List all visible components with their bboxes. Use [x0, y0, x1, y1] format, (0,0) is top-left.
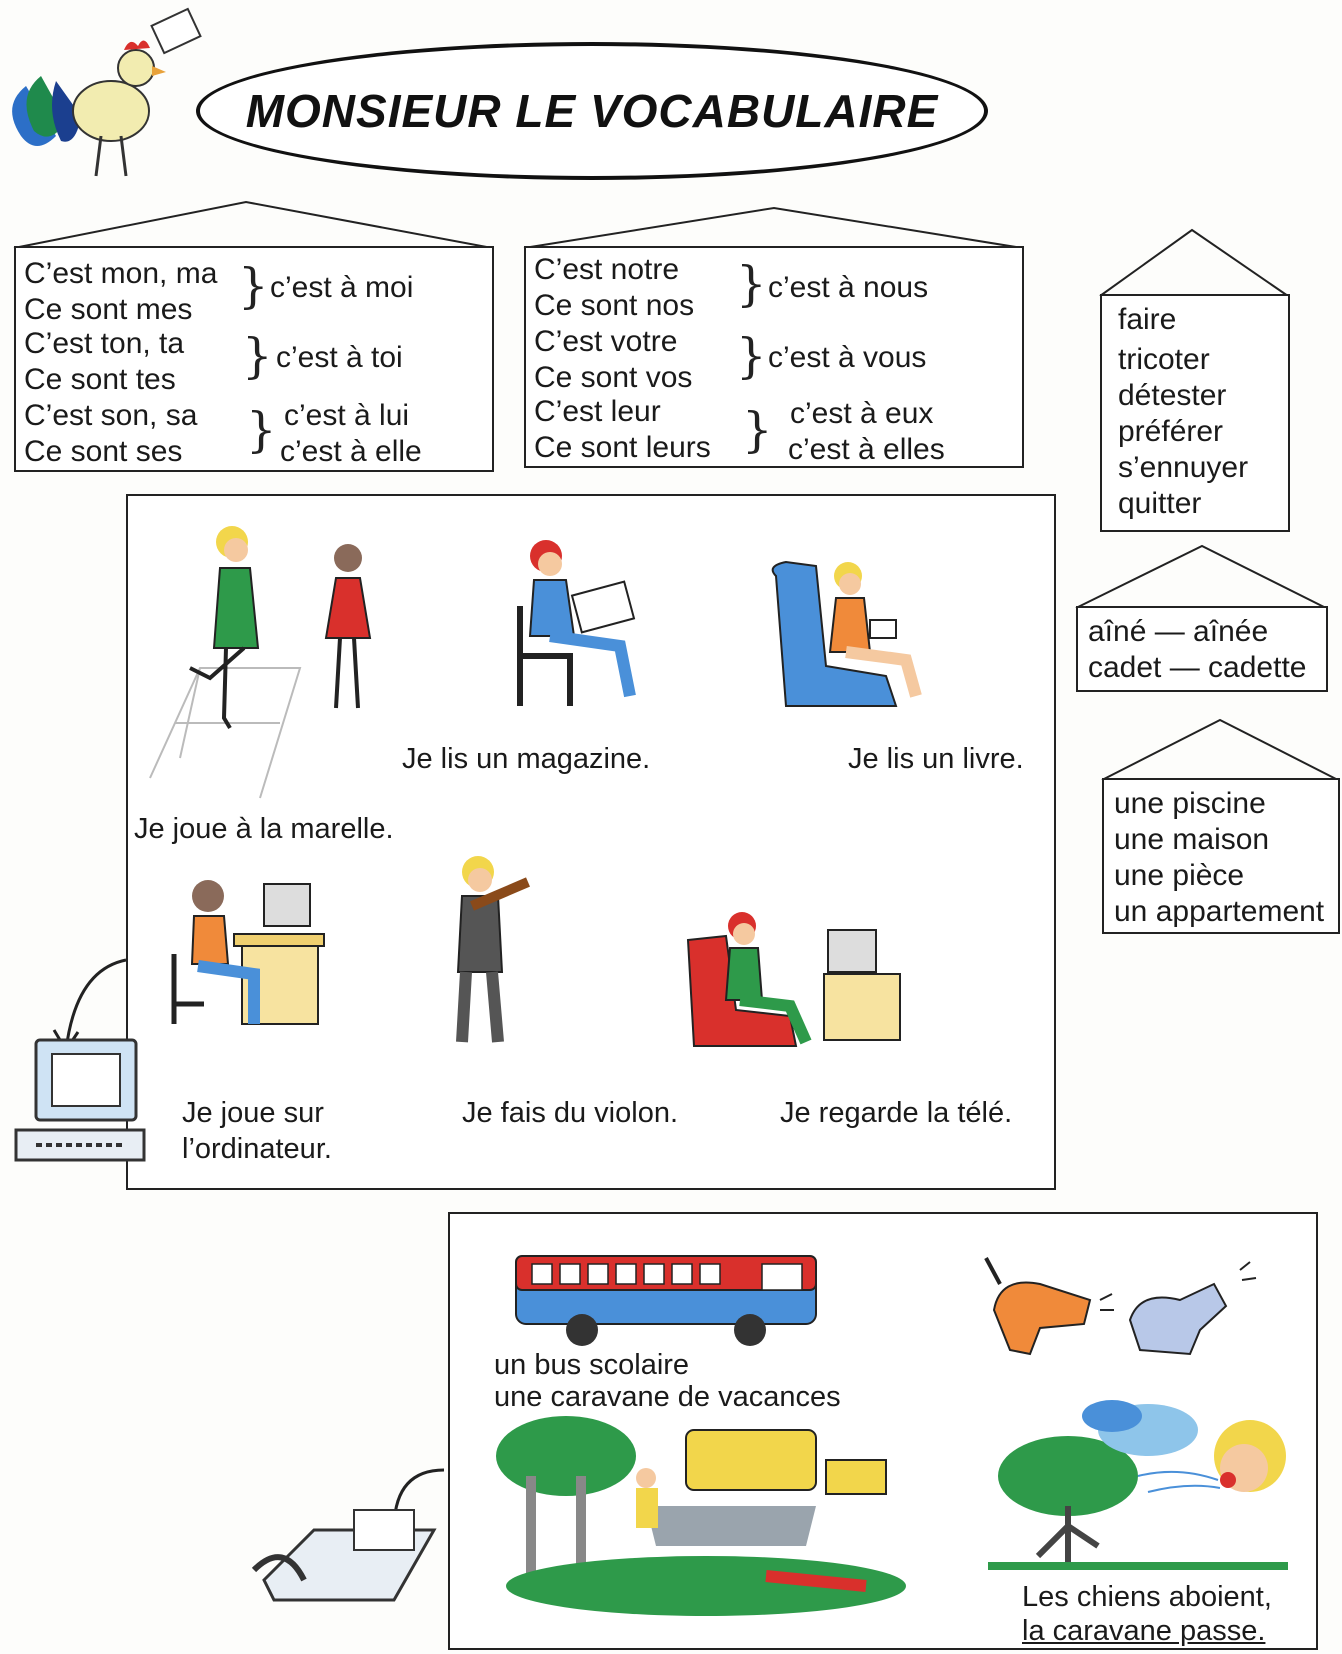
- possessive-line: C’est son, sa: [24, 399, 198, 432]
- caption-computer-line1: Je joue sur: [182, 1097, 324, 1129]
- possessive-line: Ce sont leurs: [534, 431, 711, 464]
- place-item: un appartement: [1114, 895, 1325, 928]
- house-roof: [1076, 544, 1328, 610]
- house-roof: [1100, 228, 1290, 298]
- brace-icon: }: [238, 258, 269, 314]
- possessive-line: Ce sont nos: [534, 289, 695, 322]
- possessive-line: Ce sont vos: [534, 361, 693, 394]
- page-title: MONSIEUR LE VOCABULAIRE: [245, 85, 939, 137]
- caption-violin: Je fais du violon.: [462, 1097, 679, 1129]
- possessives-singular-box: [14, 246, 494, 472]
- magazine-reader-illustration: [510, 536, 650, 716]
- violinist-illustration: [432, 852, 542, 1052]
- caption-caravan: une caravane de vacances: [494, 1381, 841, 1413]
- possessive-line: C’est notre: [534, 253, 680, 286]
- possessive-line: Ce sont mes: [24, 293, 193, 326]
- caption-tv: Je regarde la télé.: [780, 1097, 1013, 1129]
- verb-item: s’ennuyer: [1118, 451, 1249, 484]
- caption-book: Je lis un livre.: [848, 743, 1024, 775]
- caption-bus: un bus scolaire: [494, 1349, 690, 1381]
- ownership-phrase: c’est à lui: [284, 399, 410, 432]
- brace-icon: }: [736, 328, 767, 384]
- computer-user-illustration: [164, 874, 324, 1034]
- possessive-line: C’est ton, ta: [24, 327, 185, 360]
- ownership-phrase: c’est à elle: [280, 435, 422, 468]
- brace-icon: }: [242, 328, 273, 384]
- camping-scene-illustration: [486, 1416, 926, 1616]
- caption-hopscotch: Je joue à la marelle.: [134, 813, 394, 845]
- place-item: une maison: [1114, 823, 1270, 856]
- brace-icon: }: [736, 256, 767, 312]
- verb-item: faire: [1118, 303, 1177, 336]
- wind-tree-illustration: [988, 1396, 1288, 1576]
- sibling-pair: cadet — cadette: [1088, 651, 1307, 684]
- verb-item: préférer: [1118, 415, 1224, 448]
- places-box: [1102, 778, 1340, 934]
- brace-icon: }: [742, 402, 773, 458]
- fax-machine-illustration: [244, 1450, 454, 1630]
- barking-dogs-illustration: [980, 1250, 1270, 1360]
- ownership-phrase: c’est à toi: [276, 341, 403, 374]
- title-banner: [196, 42, 988, 180]
- possessives-plural-box: [524, 246, 1024, 468]
- caption-computer-line2: l’ordinateur.: [182, 1133, 332, 1165]
- brace-icon: }: [246, 402, 277, 458]
- tv-watcher-illustration: [680, 910, 900, 1050]
- possessive-line: C’est leur: [534, 395, 661, 428]
- house-roof: [1102, 718, 1340, 782]
- caption-magazine: Je lis un magazine.: [402, 743, 651, 775]
- sibling-pair: aîné — aînée: [1088, 615, 1269, 648]
- ownership-phrase: c’est à elles: [788, 433, 945, 466]
- verb-item: détester: [1118, 379, 1227, 412]
- book-reader-illustration: [766, 556, 936, 716]
- proverb-line2: la caravane passe.: [1022, 1615, 1266, 1647]
- hopscotch-illustration: [140, 528, 400, 798]
- house-roof: [14, 200, 494, 250]
- ownership-phrase: c’est à eux: [790, 397, 934, 430]
- rooster-mascot-illustration: [6, 6, 206, 186]
- ownership-phrase: c’est à nous: [768, 271, 929, 304]
- verb-item: tricoter: [1118, 343, 1210, 376]
- proverb-line1: Les chiens aboient,: [1022, 1581, 1272, 1613]
- ownership-phrase: c’est à moi: [270, 271, 414, 304]
- possessive-line: Ce sont ses: [24, 435, 183, 468]
- place-item: une piscine: [1114, 787, 1266, 820]
- verb-item: quitter: [1118, 487, 1202, 520]
- computer-illustration: [6, 940, 146, 1180]
- ownership-phrase: c’est à vous: [768, 341, 927, 374]
- possessive-line: C’est votre: [534, 325, 678, 358]
- house-roof: [524, 206, 1024, 250]
- place-item: une pièce: [1114, 859, 1245, 892]
- siblings-box: [1076, 606, 1328, 692]
- possessive-line: Ce sont tes: [24, 363, 176, 396]
- verbs-box: [1100, 294, 1290, 532]
- school-bus-illustration: [512, 1250, 824, 1350]
- possessive-line: C’est mon, ma: [24, 257, 218, 290]
